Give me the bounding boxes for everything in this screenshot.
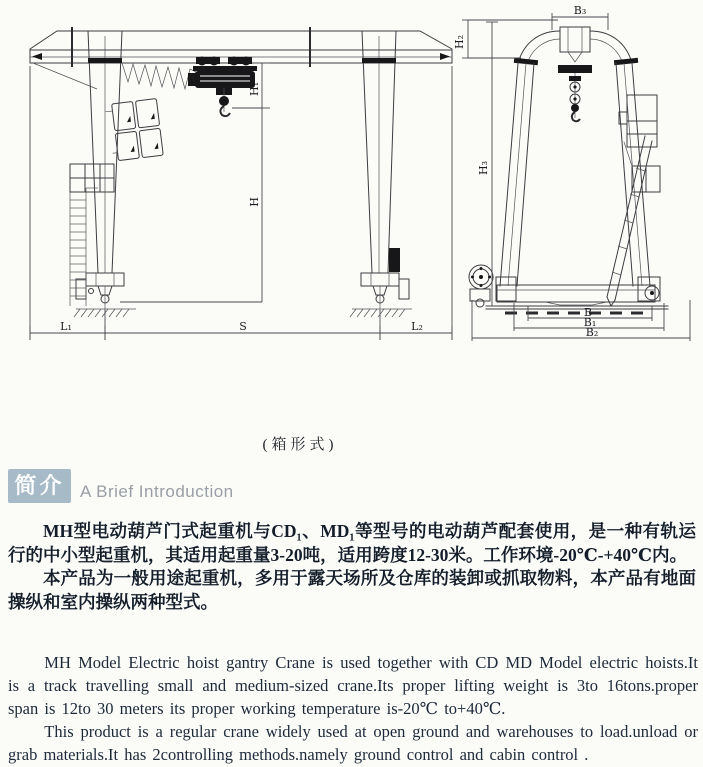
top-cap bbox=[560, 27, 590, 52]
dim-height bbox=[120, 63, 270, 302]
dim-label-l2: L₂ bbox=[411, 320, 423, 333]
gantry-front-view-drawing bbox=[30, 27, 452, 340]
en-paragraph-1: MH Model Electric hoist gantry Crane is used together with CD MD Model electric hoists.It is a track travelling small and medium-sized crane.Its proper lifting weight is 3to 16tons.proper span is 12to 30 meters its proper working temperature is-20℃ to+40℃. bbox=[8, 653, 698, 718]
left-wheel-bogie bbox=[76, 273, 124, 312]
dim-top-width bbox=[552, 4, 608, 30]
dim-span bbox=[30, 66, 452, 340]
hook-icon bbox=[219, 96, 229, 106]
cn-paragraph-1: MH型电动葫芦门式起重机与CD₁、MD₁等型号的电动葫芦配套使用，是一种有轨运行的中小型起重机，其适用起重量3-20吨，适用跨度12-30米。工作环境-20℃-+40℃内。 bbox=[8, 521, 696, 565]
dim-label-b: B bbox=[583, 306, 593, 319]
dim-label-b1: B₁ bbox=[583, 316, 597, 329]
side-hoist bbox=[558, 65, 592, 121]
travel-arrow-left-icon bbox=[32, 53, 42, 60]
dim-label-s: S bbox=[239, 320, 247, 333]
dim-label-b3: B₃ bbox=[573, 4, 587, 17]
festoon-cable bbox=[122, 63, 196, 89]
right-wheel-bogie bbox=[361, 248, 409, 312]
english-description bbox=[8, 651, 698, 766]
ground-hatch-right bbox=[350, 309, 412, 317]
travel-arrow-right-icon bbox=[440, 53, 450, 60]
en-paragraph-2: This product is a regular crane widely used at open ground and warehouses to load.unload or grab materials.It has 2controlling methods.namely ground control and cabin control . bbox=[8, 722, 698, 764]
chinese-description bbox=[8, 520, 696, 614]
dim-label-h2: H₂ bbox=[453, 34, 466, 50]
cn-paragraph-2: 本产品为一般用途起重机，多用于露天场所及仓库的装卸或抓取物料，本产品有地面操纵和室内操纵两种型式。 bbox=[8, 568, 696, 612]
dim-label-h3: H₃ bbox=[477, 160, 490, 176]
end-carriage bbox=[469, 265, 668, 313]
ladder bbox=[70, 188, 98, 306]
dim-label-b2: B₂ bbox=[585, 326, 599, 339]
electric-hoist bbox=[188, 57, 257, 117]
dim-side-heights bbox=[453, 20, 558, 306]
section-title: A Brief Introduction bbox=[80, 482, 234, 501]
side-hook-icon bbox=[571, 104, 579, 112]
drawing-caption: (箱形式) bbox=[262, 437, 338, 453]
control-panels bbox=[105, 99, 164, 162]
dim-label-l1: L₁ bbox=[60, 320, 72, 333]
dim-label-h: H bbox=[248, 197, 261, 207]
dim-label-h1: H₁ bbox=[248, 81, 261, 97]
gantry-side-view-drawing bbox=[453, 4, 690, 341]
section-badge: 简介 bbox=[8, 469, 71, 503]
